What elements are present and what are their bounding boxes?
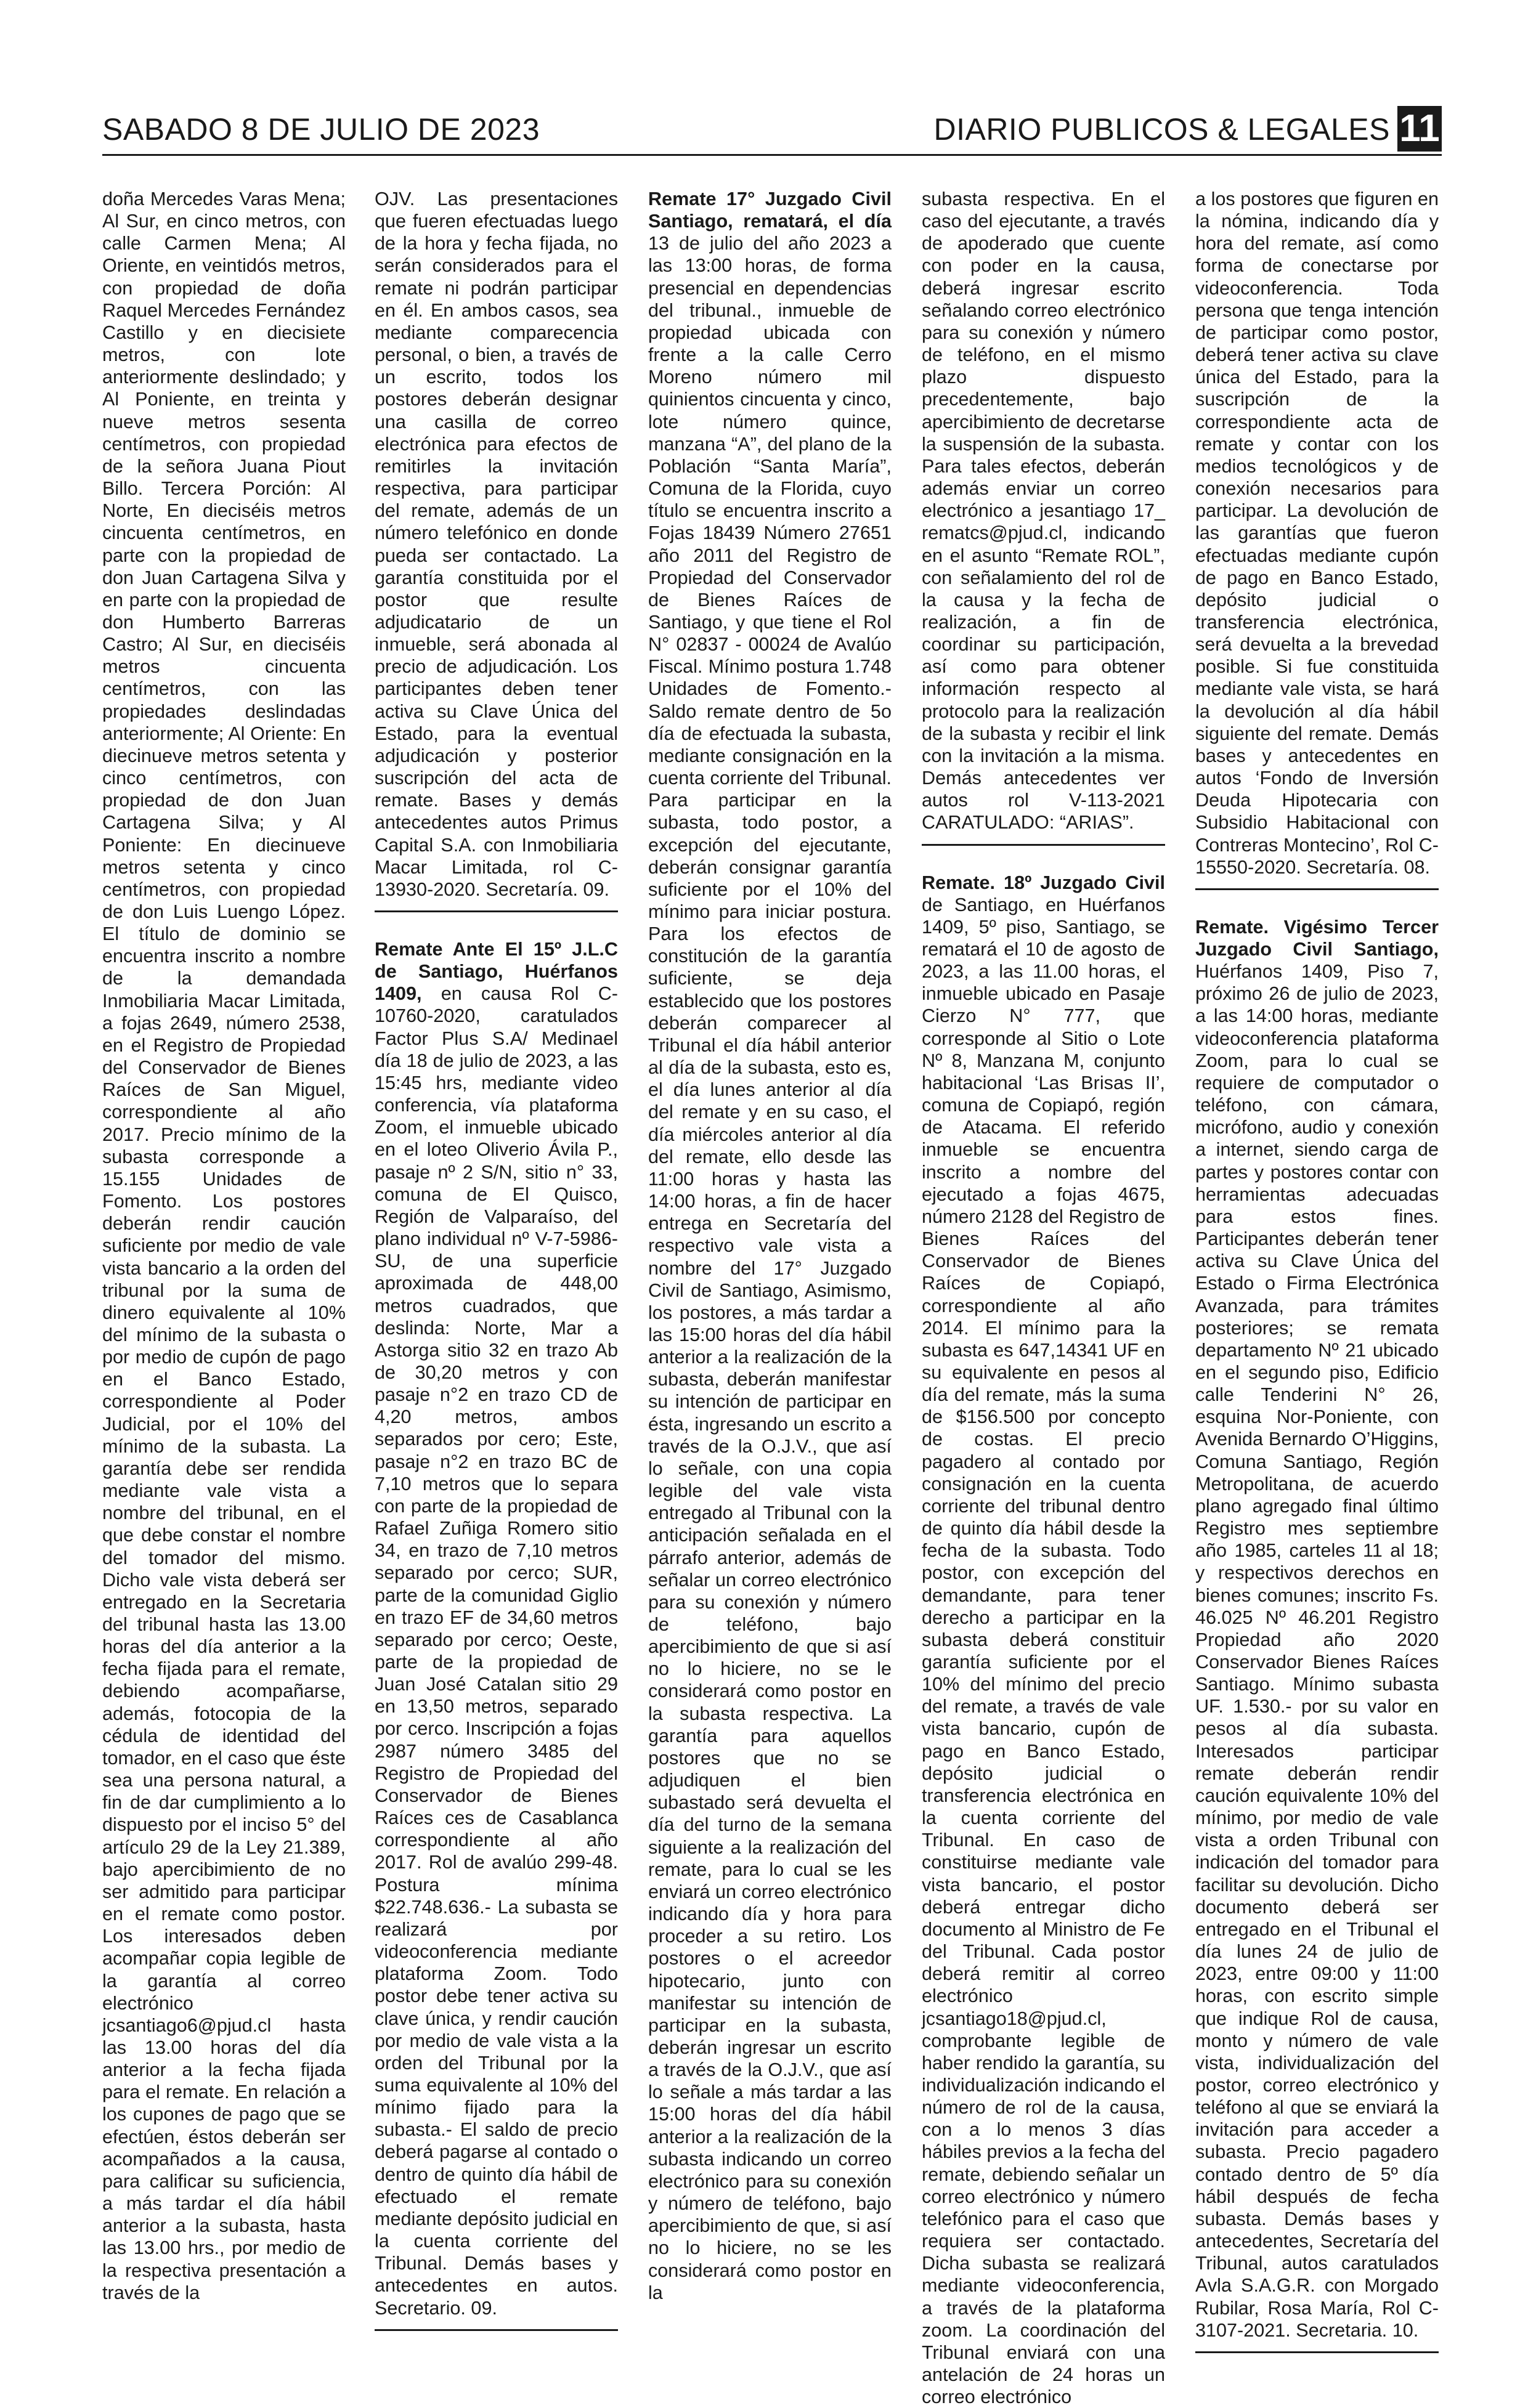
notice-paragraph: [648, 188, 892, 2304]
notice-heading: Remate. 18º Juzgado Civil: [922, 872, 1165, 893]
notice-text: en causa Rol C- 10760-2020, caratulados Factor Plus S.A/ Medinael día 18 de julio de 2023, a las 15:45 hrs, mediante video conferencia, vía plataforma Zoom, el inmueble ubicado en el loteo Oliverio Ávila P., pasaje nº 2 S/N, sitio n° 33, comuna de El Quisco, Región de Valparaíso, del plano individual nº V-7-5986-SU, de una superficie aproximada de 448,00 metros cuadrados, que deslinda: Norte, Mar a Astorga sitio 32 en trazo Ab de 30,20 metros y con pasaje n°2 en trazo CD de 4,20 metros, ambos separados por cero; Este, pasaje n°2 en trazo BC de 7,10 metros que lo separa con parte de la propiedad de Rafael Zuñiga Romero sitio 34, en trazo de 7,10 metros separado por cerco; SUR, parte de la comunidad Giglio en trazo EF de 34,60 metros separado por cerco; Oeste, parte de la propiedad de Juan José Catalan sitio 29 en 13,50 metros, separado por cerco. Inscripción a fojas 2987 número 3485 del Registro de Propiedad del Conservador de Bienes Raíces ces de Casablanca correspondiente al año 2017. Rol de avalúo 299-48. Postura mínima $22.748.636.- La subasta se realizará por videoconferencia mediante plataforma Zoom. Todo postor debe tener activa su clave única, y rendir caución por medio de vale vista a la orden del Tribunal por la suma equivalente al 10% del mínimo fijado para la subasta.- El saldo de precio deberá pagarse al contado o dentro de quinto día hábil de efectuado el remate mediante depósito judicial en la cuenta corriente del Tribunal. Demás bases y antecedentes en autos. Secretario. 09.: [375, 983, 618, 2319]
notice-separator: [1195, 2351, 1439, 2353]
notice-text: doña Mercedes Varas Mena; Al Sur, en cinco metros, con calle Carmen Mena; Al Oriente, en veintidós metros, con propiedad de doña Raquel Mercedes Fernández Castillo y en diecisiete metros, con lote anteriormente deslindado; y Al Poniente, en treinta y nueve metros sesenta centímetros, con propiedad de la señora Juana Piout Billo. Tercera Porción: Al Norte, En dieciséis metros cincuenta centímetros, en parte con la propiedad de don Juan Cartagena Silva y en parte con la propiedad de don Humberto Barreras Castro; Al Sur, en dieciséis metros cincuenta centímetros, con las propiedades deslindadas anteriormente; Al Oriente: En diecinueve metros setenta y cinco centímetros, con propiedad de don Juan Cartagena Silva; y Al Poniente: En diecinueve metros setenta y cinco centímetros, con propiedad de don Luis Luengo López. El título de dominio se encuentra inscrito a nombre de la demandada Inmobiliaria Macar Limitada, a fojas 2649, número 2538, en el Registro de Propiedad del Conservador de Bienes Raíces de San Miguel, correspondiente al año 2017. Precio mínimo de la subasta corresponde a 15.155 Unidades de Fomento. Los postores deberán rendir caución suficiente por medio de vale vista bancario a la orden del tribunal por la suma de dinero equivalente al 10% del mínimo de la subasta o por medio de cupón de pago en el Banco Estado, correspondiente al Poder Judicial, por el 10% del mínimo de la subasta. La garantía debe ser rendida mediante vale vista a nombre del tribunal, en el que debe constar el nombre del tomador del mismo. Dicho vale vista deberá ser entregado en la Secretaria del tribunal hasta las 13.00 horas del día anterior a la fecha fijada para el remate, debiendo acompañarse, además, fotocopia de la cédula de identidad del tomador, en el caso que éste sea una persona natural, a fin de dar cumplimiento a lo dispuesto por el inciso 5° del artículo 29 de la Ley 21.389, bajo apercibimiento de no ser admitido para participar en el remate como postor. Los interesados deben acompañar copia legible de la garantía al correo electrónico jcsantiago6@pjud.cl hasta las 13.00 horas del día anterior a la fecha fijada para el remate. En relación a los cupones de pago que se efectúen, éstos deberán ser acompañados a la causa, para calificar su suficiencia, a más tardar el día hábil anterior a la subasta, hasta las 13.00 hrs., por medio de la respectiva presentación a través de la: [102, 189, 346, 2303]
page-header: [102, 106, 1442, 154]
notice-paragraph: [375, 938, 618, 2319]
notice-paragraph: [922, 872, 1165, 2408]
notice-heading: Remate Ante El 15º J.L.C de Santiago, Huérfanos 1409,: [375, 939, 618, 1005]
notice-text: de Santiago, en Huérfanos 1409, 5º piso, Santiago, se rematará el 10 de agosto de 2023, a las 11.00 horas, el inmueble ubicado en Pasaje Cierzo N° 777, que corresponde al Sitio o Lote Nº 8, Manzana M, conjunto habitacional ‘Las Brisas II’, comuna de Copiapó, región de Atacama. El referido inmueble se encuentra inscrito a nombre del ejecutado a fojas 4675, número 2128 del Registro de Bienes Raíces del Conservador de Bienes Raíces de Copiapó, correspondiente al año 2014. El mínimo para la subasta es 647,14341 UF en su equivalente en pesos al día del remate, más la suma de $156.500 por concepto de costas. El precio pagadero al contado por consignación en la cuenta corriente del tribunal dentro de quinto día hábil desde la fecha de la subasta. Todo postor, con excepción del demandante, para tener derecho a participar en la subasta deberá constituir garantía suficiente por el 10% del mínimo del precio del remate, a través de vale vista bancario, cupón de pago en Banco Estado, depósito judicial o transferencia electrónica en la cuenta corriente del Tribunal. En caso de constituirse mediante vale vista bancario, el postor deberá entregar dicho documento al Ministro de Fe del Tribunal. Cada postor deberá remitir al correo electrónico jcsantiago18@pjud.cl, comprobante legible de haber rendido la garantía, su individualización indicando el número de rol de la causa, con a lo menos 3 días hábiles previos a la fecha del remate, debiendo señalar un correo electrónico y número telefónico para el caso que requiera ser contactado. Dicha subasta se realizará mediante videoconferencia, a través de la plataforma zoom. La coordinación del Tribunal enviará con una antelación de 24 horas un correo electrónico: [922, 894, 1165, 2408]
issue-date: SABADO 8 DE JULIO DE 2023: [102, 112, 540, 147]
notice-heading: Remate 17° Juzgado Civil Santiago, rematará, el día: [648, 189, 892, 232]
notice-text: a los postores que figuren en la nómina, indicando día y hora del remate, así como forma de conectarse por videoconferencia. Toda persona que tenga intención de participar como postor, deberá tener activa su clave única del Estado, para la suscripción de la correspondiente acta de remate y contar con los medios tecnológicos y de conexión necesarios para participar. La devolución de las garantías que fueron efectuadas mediante cupón de pago en Banco Estado, depósito judicial o transferencia electrónica, será devuelta a la brevedad posible. Si fue constituida mediante vale vista, se hará la devolución al día hábil siguiente del remate. Demás bases y antecedentes en autos ‘Fondo de Inversión Deuda Hipotecaria con Subsidio Habitacional con Contreras Montecino’, Rol C-15550-2020. Secretaría. 08.: [1195, 189, 1439, 878]
notice-text: 13 de julio del año 2023 a las 13:00 horas, de forma presencial en dependencias del tribunal., inmueble de propiedad ubicada con frente a la calle Cerro Moreno número mil quinientos cincuenta y cinco, lote número quince, manzana “A”, del plano de la Población “Santa María”, Comuna de la Florida, cuyo título se encuentra inscrito a Fojas 18439 Número 27651 año 2011 del Registro de Propiedad del Conservador de Bienes Raíces de Santiago, y que tiene el Rol N° 02837 - 00024 de Avalúo Fiscal. Mínimo postura 1.748 Unidades de Fomento.- Saldo remate dentro de 5o día de efectuada la subasta, mediante consignación en la cuenta corriente del Tribunal. Para participar en la subasta, todo postor, a excepción del ejecutante, deberán consignar garantía suficiente por el 10% del mínimo para iniciar postura. Para los efectos de constitución de la garantía suficiente, se deja establecido que los postores deberán comparecer al Tribunal el día hábil anterior al día de la subasta, esto es, el día lunes anterior al día del remate y en su caso, el día miércoles anterior al día del remate, ello desde las 11:00 horas y hasta las 14:00 horas, a fin de hacer entrega en Secretaría del respectivo vale vista a nombre del 17° Juzgado Civil de Santiago, Asimismo, los postores, a más tardar a las 15:00 horas del día hábil anterior a la realización de la subasta, deberán manifestar su intención de participar en ésta, ingresando un escrito a través de la O.J.V., que así lo señale, con una copia legible del vale vista entregado al Tribunal con la anticipación señalada en el párrafo anterior, además de señalar un correo electrónico para su conexión y número de teléfono, bajo apercibimiento de que si así no lo hiciere, no se le considerará como postor en la subasta respectiva. La garantía para aquellos postores que no se adjudiquen el bien subastado será devuelta el día del turno de la semana siguiente a la realización del remate, para lo cual se les enviará un correo electrónico indicando día y hora para proceder a su retiro. Los postores o el acreedor hipotecario, junto con manifestar su intención de participar en la subasta, deberán ingresar un escrito a través de la O.J.V., que así lo señale a más tardar a las 15:00 horas del día hábil anterior a la realización de la subasta indicando un correo electrónico para su conexión y número de teléfono, bajo apercibimiento de que, si así no lo hiciere, no se les considerará como postor en la: [648, 233, 892, 2303]
notice-separator: [375, 2329, 618, 2331]
column-2: [375, 188, 618, 2331]
column-4: [922, 188, 1165, 2408]
notice-text: subasta respectiva. En el caso del ejecutante, a través de apoderado que cuente con poder en la causa, deberá ingresar escrito señalando correo electrónico para su conexión y número de teléfono, en el mismo plazo dispuesto precedentemente, bajo apercibimiento de decretarse la suspensión de la subasta. Para tales efectos, deberán además enviar un correo electrónico a jesantiago 17_ rematcs@pjud.cl, indicando en el asunto “Remate ROL”, con señalamiento del rol de la causa y la fecha de realización, a fin de coordinar su participación, así como para obtener información respecto al protocolo para la realización de la subasta y recibir el link con la invitación a la misma. Demás antecedentes ver autos rol V-113-2021 CARATULADO: “ARIAS”.: [922, 189, 1165, 833]
column-5: [1195, 188, 1439, 2353]
notice-text: Huérfanos 1409, Piso 7, próximo 26 de julio de 2023, a las 14:00 horas, mediante videoconferencia plataforma Zoom, para lo cual se requiere de computador o teléfono, con cámara, micrófono, audio y conexión a internet, siendo carga de partes y postores contar con herramientas adecuadas para estos fines. Participantes deberán tener activa su Clave Única del Estado o Firma Electrónica Avanzada, para trámites posteriores; se remata departamento Nº 21 ubicado en el segundo piso, Edificio calle Tenderini N° 26, esquina Nor-Poniente, con Avenida Bernardo O’Higgins, Comuna Santiago, Región Metropolitana, de acuerdo plano agregado final último Registro mes septiembre año 1985, carteles 11 al 18; y respectivos derechos en bienes comunes; inscrito Fs. 46.025 Nº 46.201 Registro Propiedad año 2020 Conservador Bienes Raíces Santiago. Mínimo subasta UF. 1.530.- por su valor en pesos al día subasta. Interesados participar remate deberán rendir caución equivalente 10% del mínimo, por medio de vale vista a orden Tribunal con indicación del tomador para facilitar su devolución. Dicho documento deberá ser entregado en el Tribunal el día lunes 24 de julio de 2023, entre 09:00 y 11:00 horas, con escrito simple que indique Rol de causa, monto y número de vale vista, individualización del postor, correo electrónico y teléfono al que se enviará la invitación para acceder a subasta. Precio pagadero contado dentro de 5º día hábil después de fecha subasta. Demás bases y antecedentes, Secretaría del Tribunal, autos caratulados Avla S.A.G.R. con Morgado Rubilar, Rosa María, Rol C-3107-2021. Secretaria. 10.: [1195, 961, 1439, 2341]
notice-heading: Remate. Vigésimo Tercer Juzgado Civil Santiago,: [1195, 916, 1439, 960]
notice-text: OJV. Las presentaciones que fueren efectuadas luego de la hora y fecha fijada, no serán considerados para el remate ni podrán participar en él. En ambos casos, sea mediante comparecencia personal, o bien, a través de un escrito, todos los postores deberán designar una casilla de correo electrónica para efectos de remitirles la invitación respectiva, para participar del remate, además de un número telefónico en donde pueda ser contactado. La garantía constituida por el postor que resulte adjudicatario de un inmueble, será abonada al precio de adjudicación. Los participantes deben tener activa su Clave Única del Estado, para la eventual adjudicación y posterior suscripción del acta de remate. Bases y demás antecedentes autos Primus Capital S.A. con Inmobiliaria Macar Limitada, rol C-13930-2020. Secretaría. 09.: [375, 189, 618, 900]
column-3: [648, 188, 892, 2304]
header-rule: [102, 154, 1442, 156]
column-1: [102, 188, 346, 2304]
notice-paragraph: [1195, 916, 1439, 2341]
page-number: 11: [1397, 106, 1442, 152]
publication-name: DIARIO PUBLICOS & LEGALES: [933, 112, 1390, 147]
